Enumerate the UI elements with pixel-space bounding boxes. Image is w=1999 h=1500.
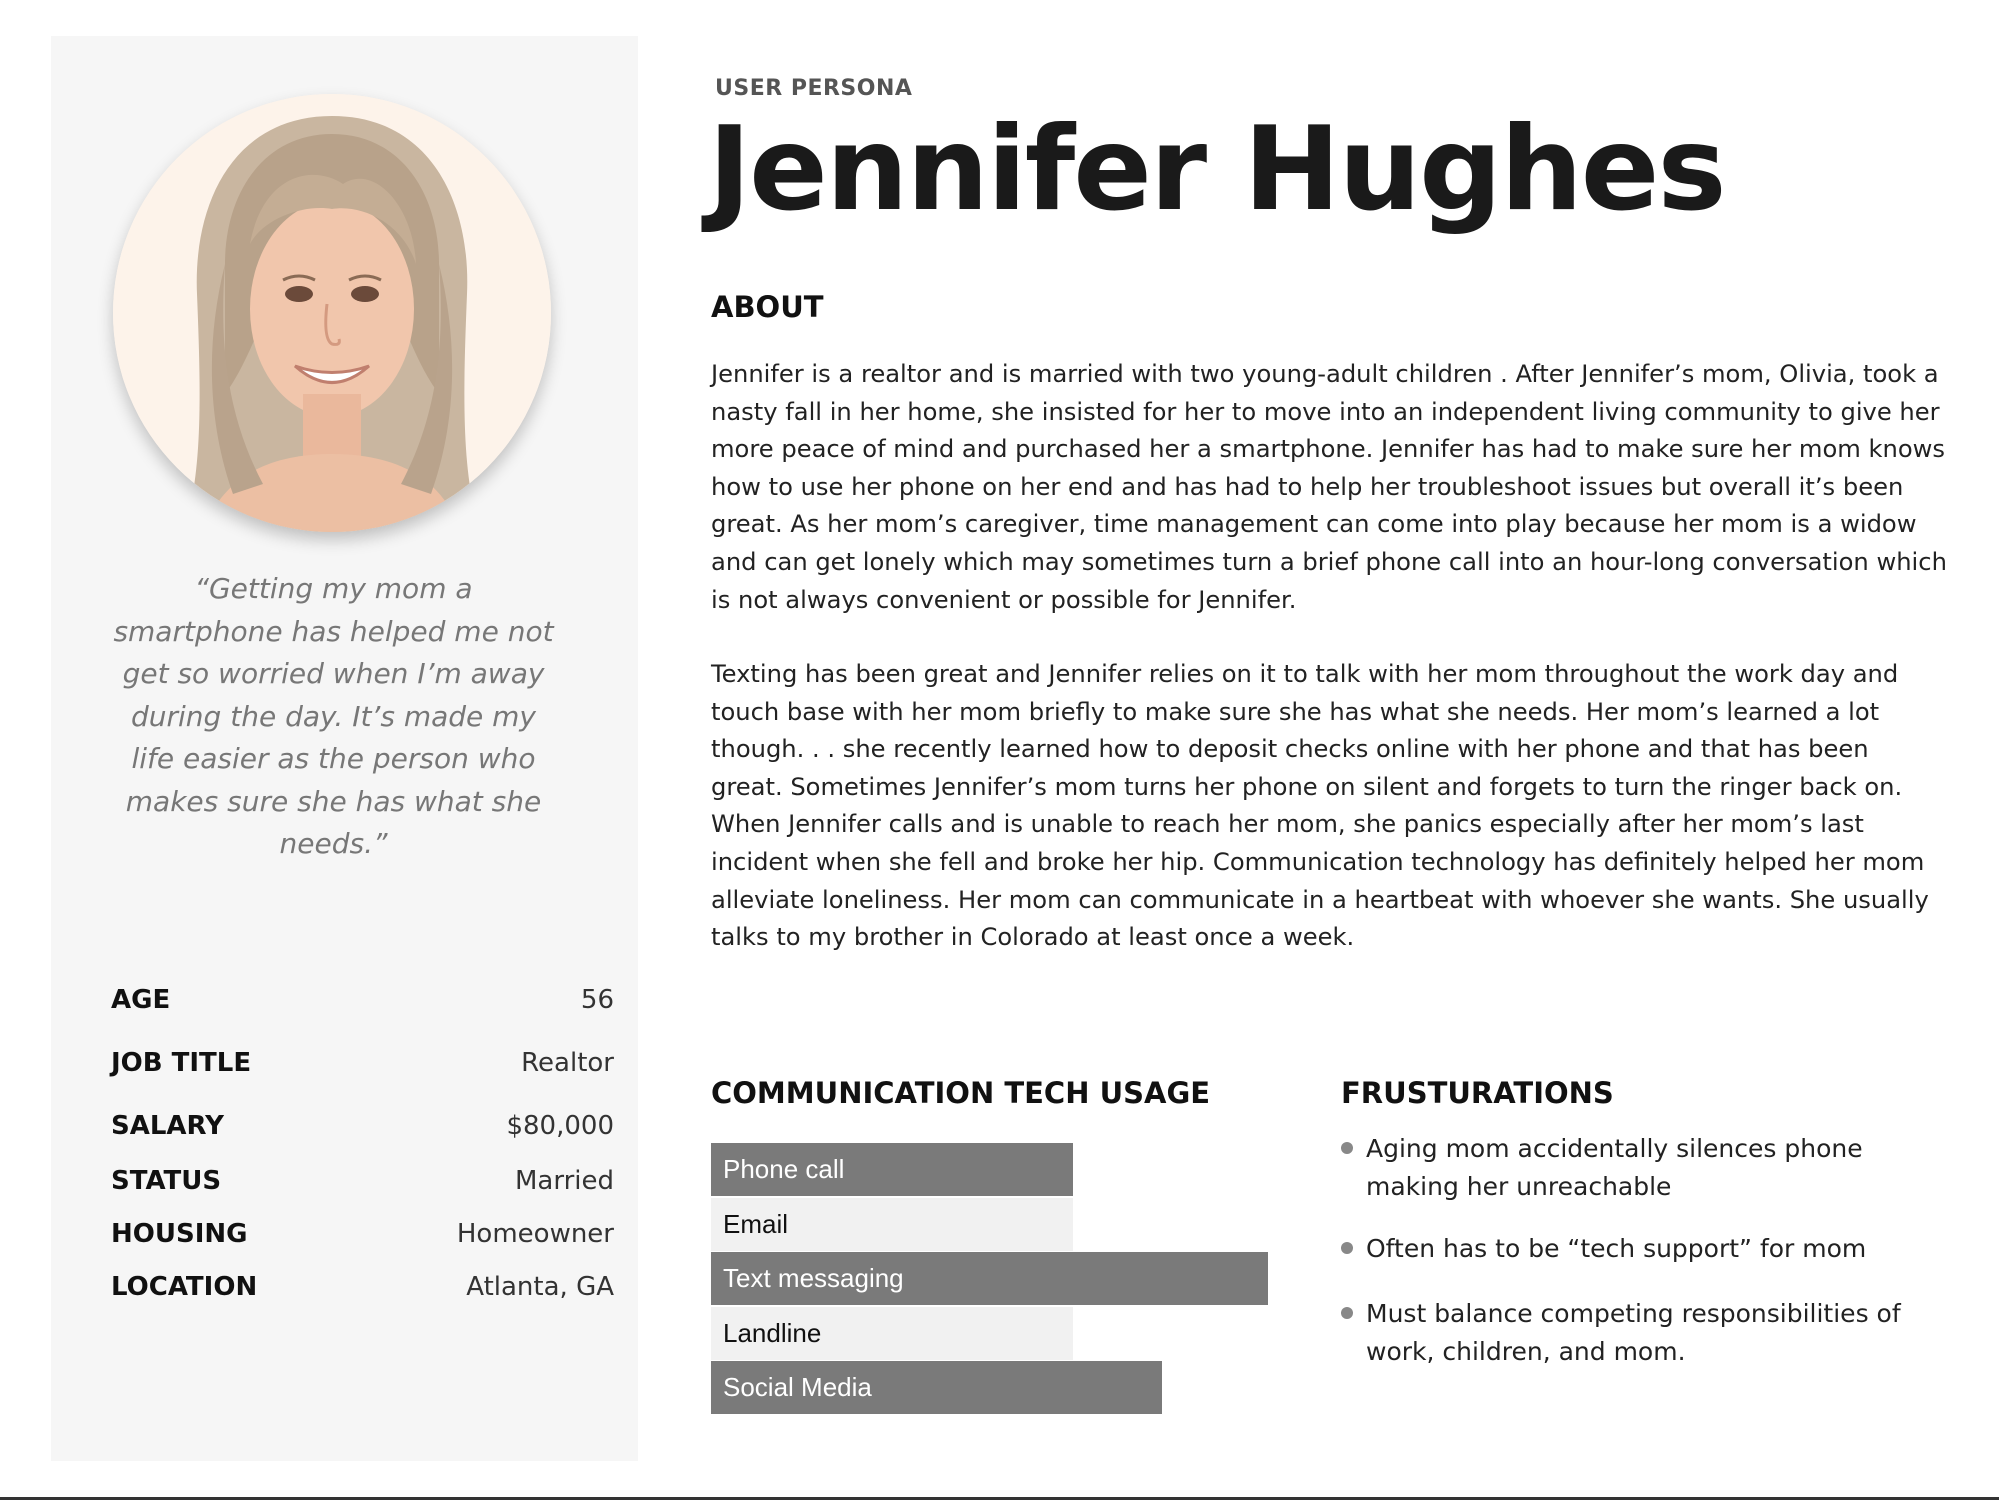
fact-row-housing xyxy=(111,1214,614,1254)
bullet-icon xyxy=(1341,1307,1353,1319)
fact-label: STATUS xyxy=(111,1166,222,1196)
fact-value: Realtor xyxy=(521,1048,614,1078)
about-paragraph: Jennifer is a realtor and is married with two young-adult children . After Jennifer’s mom, Olivia, took a nasty fall in her home, she insisted for her to move into an independent living community to give her more peace of mind and purchased her a smartphone. Jennifer has had to make sure her mom knows how to use her phone on her end and has had to help her troubleshoot issues but overall it’s been great. As her mom’s caregiver, time management can come into play because her mom is a widow and can get lonely which may sometimes turn a brief phone call into an hour-long conversation which is not always convenient or possible for Jennifer. xyxy=(711,360,1947,614)
usage-bar xyxy=(711,1198,1073,1251)
fact-value: Married xyxy=(514,1166,614,1196)
about-heading: ABOUT xyxy=(711,290,824,324)
about-paragraph: Texting has been great and Jennifer relies on it to talk with her mom throughout the work day and touch base with her mom briefly to make sure she has what she needs. Her mom’s learned a lot though. . . she recently learned how to deposit checks online with her phone and that has been great. Sometimes Jennifer’s mom turns her phone on silent and forgets to turn the ringer back on. When Jennifer calls and is unable to reach her mom, she panics especially after her mom’s last incident when she fell and broke her hip. Communication technology has definitely helped her mom alleviate loneliness. Her mom can communicate in a heartbeat with whoever she wants. She usually talks to my brother in Colorado at least once a week. xyxy=(711,660,1929,952)
tech-usage-chart xyxy=(711,1143,1271,1415)
usage-bar xyxy=(711,1143,1073,1196)
fact-label: LOCATION xyxy=(111,1272,258,1302)
fact-label: JOB TITLE xyxy=(111,1048,252,1078)
frustrations-heading: FRUSTURATIONS xyxy=(1341,1076,1614,1110)
fact-label: SALARY xyxy=(111,1111,224,1141)
frustration-text: Must balance competing responsibilities of work, children, and mom. xyxy=(1366,1299,1901,1366)
usage-bar-label: Landline xyxy=(723,1317,822,1348)
fact-label: HOUSING xyxy=(111,1219,248,1249)
fact-label: AGE xyxy=(111,985,171,1015)
fact-row-job-title xyxy=(111,1043,614,1083)
page-eyebrow: USER PERSONA xyxy=(715,76,913,101)
usage-bar-label: Social Media xyxy=(723,1372,872,1402)
list-item xyxy=(1341,1295,1941,1370)
usage-bar xyxy=(711,1252,1268,1305)
fact-row-salary xyxy=(111,1106,614,1146)
usage-bar-label: Email xyxy=(723,1208,789,1239)
fact-value: Homeowner xyxy=(456,1219,614,1249)
usage-bar xyxy=(711,1361,1162,1414)
persona-portrait-icon xyxy=(113,94,551,532)
fact-value: Atlanta, GA xyxy=(466,1272,614,1302)
list-item xyxy=(1341,1230,1941,1268)
persona-name: Jennifer Hughes xyxy=(708,102,1725,237)
tech-usage-heading: COMMUNICATION TECH USAGE xyxy=(711,1076,1211,1110)
bullet-icon xyxy=(1341,1242,1353,1254)
frustration-text: Often has to be “tech support” for mom xyxy=(1366,1234,1867,1263)
usage-bar xyxy=(711,1307,1073,1360)
usage-bar-label: Text messaging xyxy=(723,1263,904,1293)
bullet-icon xyxy=(1341,1142,1353,1154)
usage-bar-label: Phone call xyxy=(723,1154,845,1184)
fact-row-age xyxy=(111,980,614,1020)
fact-row-status xyxy=(111,1161,614,1201)
fact-value: 56 xyxy=(580,985,614,1015)
persona-sidebar xyxy=(51,36,638,1461)
fact-value: $80,000 xyxy=(506,1111,614,1141)
frustration-text: Aging mom accidentally silences phone making her unreachable xyxy=(1366,1134,1863,1201)
persona-quote: “Getting my mom a smartphone has helped me not get so worried when I’m away during the day. It’s made my life easier as the person who makes sure she has what she needs.” xyxy=(113,572,554,860)
list-item xyxy=(1341,1130,1941,1205)
fact-row-location xyxy=(111,1267,614,1307)
